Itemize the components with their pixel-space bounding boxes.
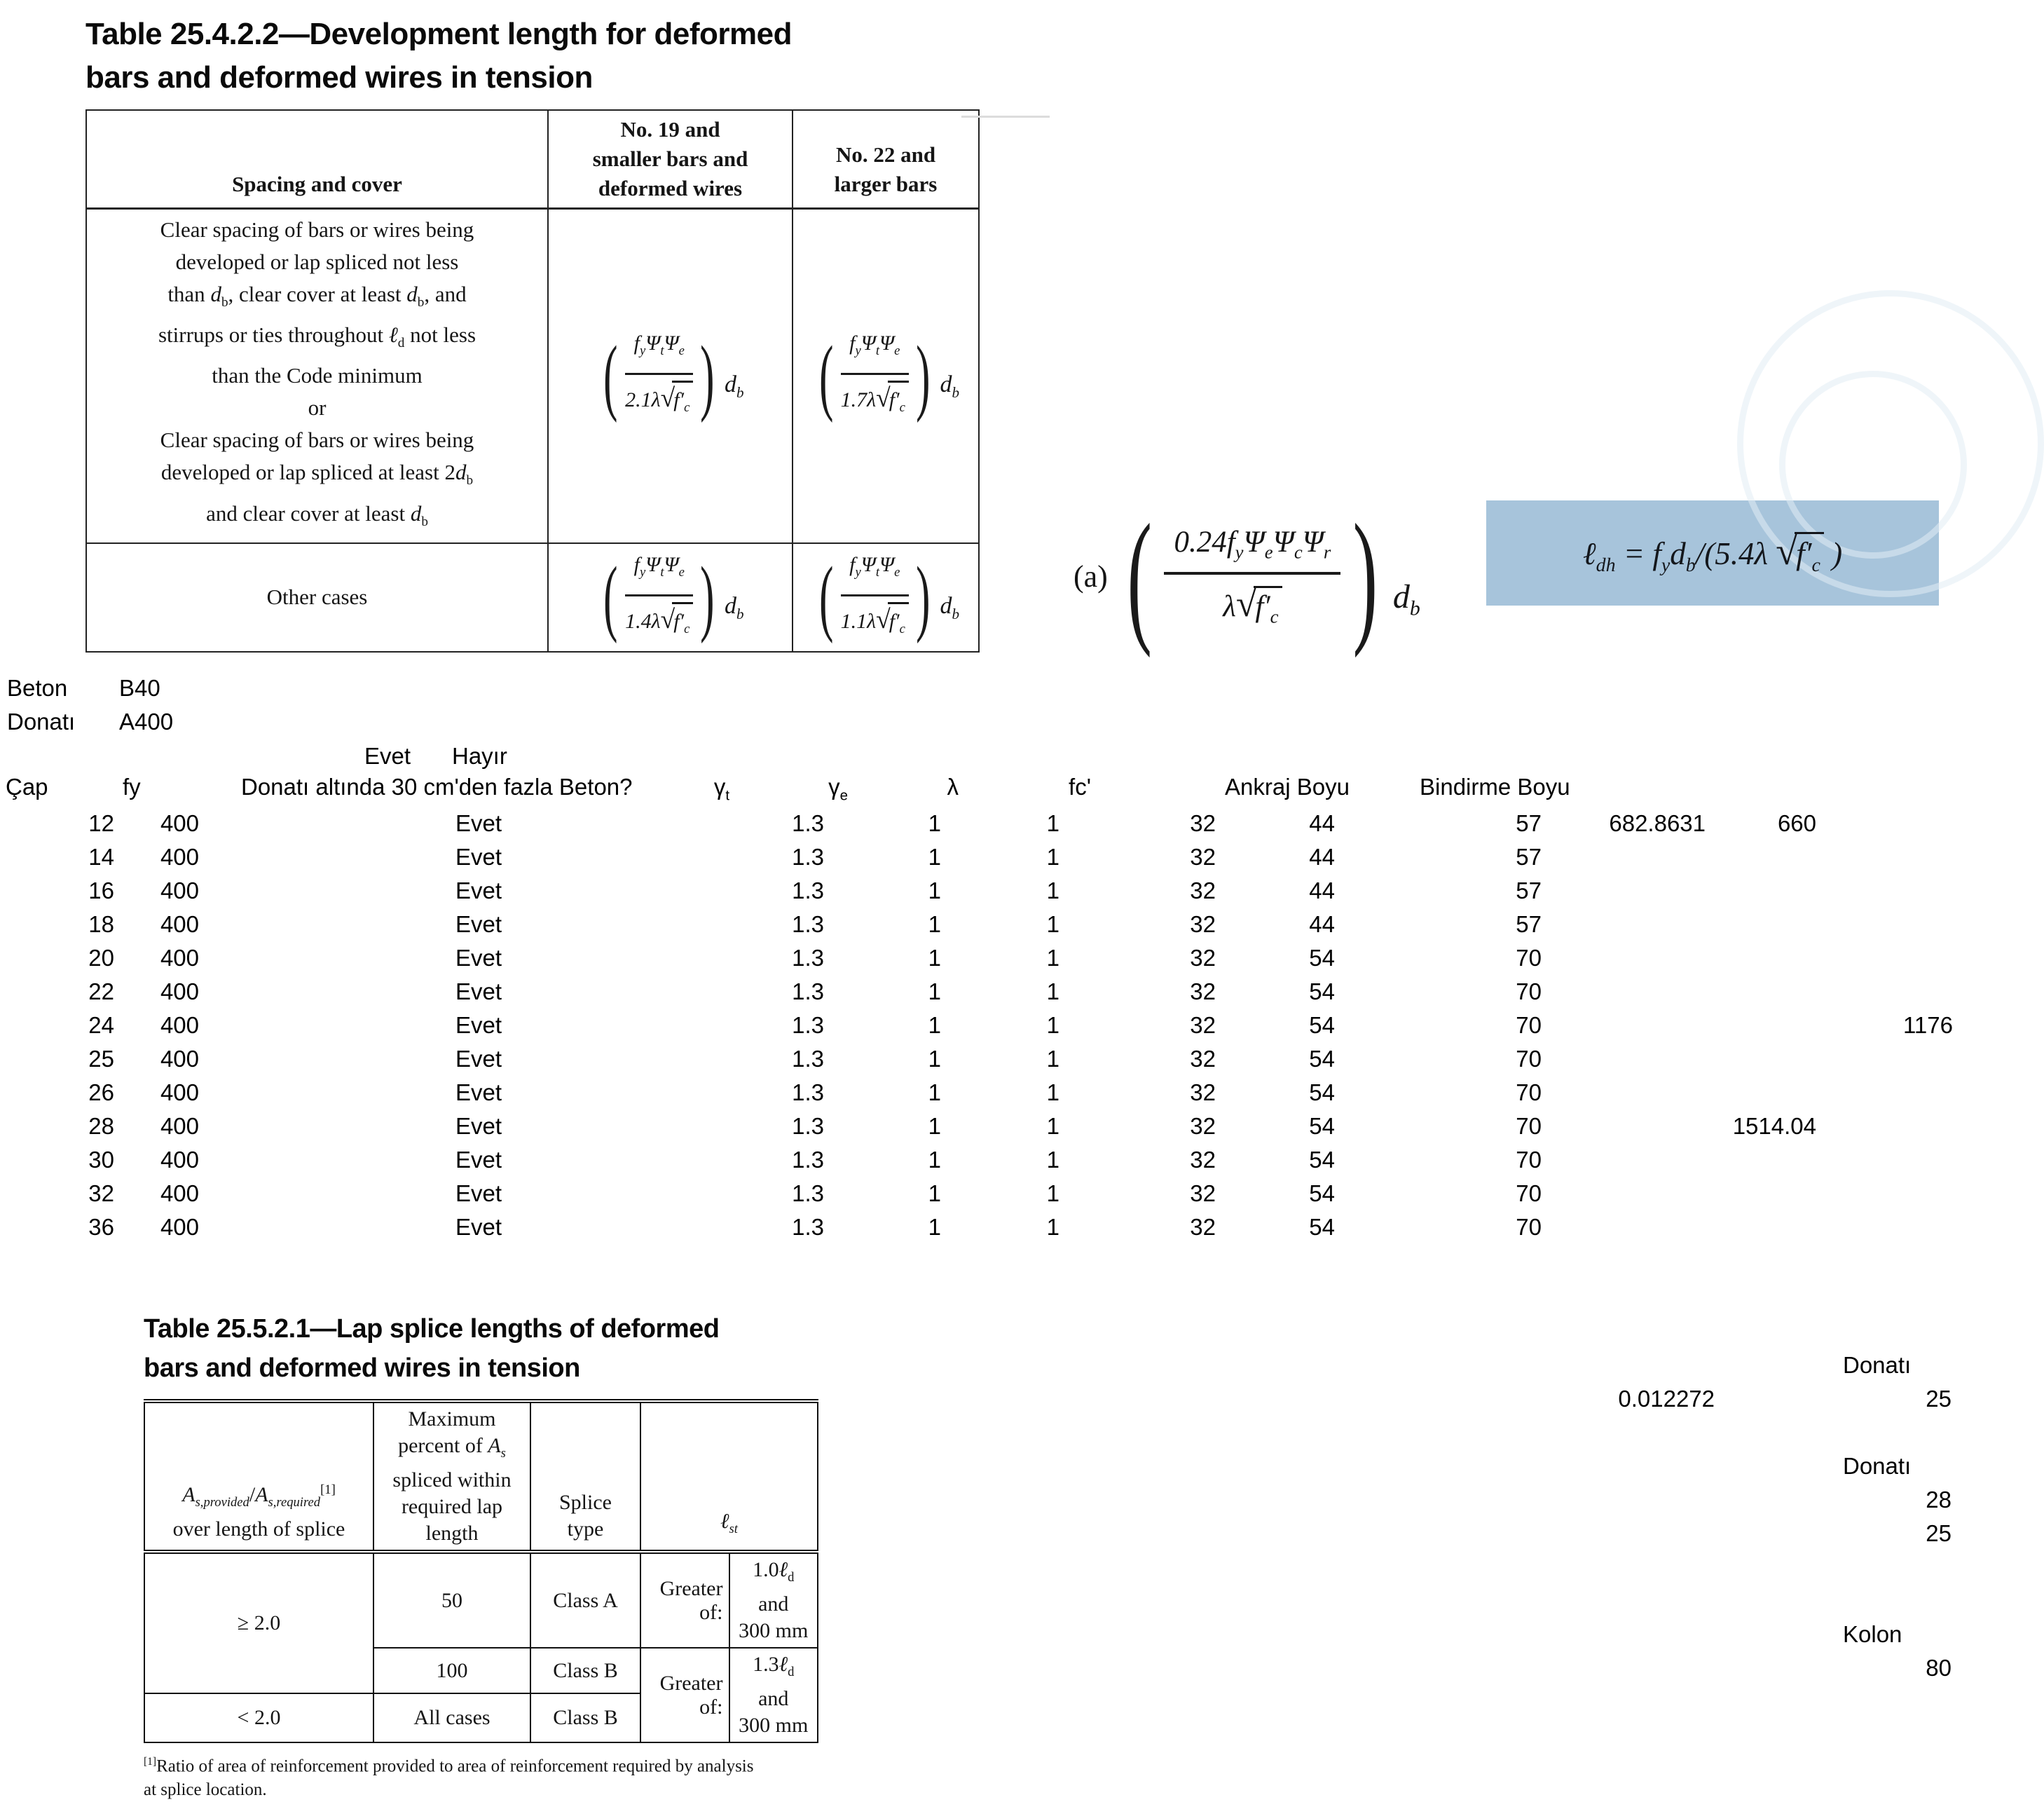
header-gamma-e[interactable]: $\gamma_e$	[828, 774, 848, 804]
cell-ankraj-boyu[interactable]: 54	[1309, 1046, 1335, 1072]
cell-gamma-t[interactable]: 1.3	[792, 810, 824, 836]
cell-gamma-t[interactable]: 1.3	[792, 1046, 824, 1072]
cell-fy[interactable]: 400	[160, 911, 199, 937]
choice-hayir-cell[interactable]: Hayır	[452, 743, 507, 769]
aci-table-25521-title: Table 25.5.2.1—Lap splice lengths of deformed bars and deformed wires in tension	[144, 1314, 720, 1383]
cell-fc[interactable]: 32	[1190, 1012, 1216, 1038]
table-row	[0, 1113, 1953, 1147]
table-row	[0, 911, 1953, 945]
side-donati-b-d2[interactable]: 25	[1926, 1520, 1952, 1546]
cell-fc[interactable]: 32	[1190, 978, 1216, 1004]
table-row	[0, 1012, 1953, 1046]
cell-beton-question[interactable]: Evet	[455, 1214, 502, 1240]
cell-fc[interactable]: 32	[1190, 1214, 1216, 1240]
cell-bindirme-boyu[interactable]: 57	[1516, 810, 1542, 836]
cell-gamma-e[interactable]: 1	[928, 810, 941, 836]
cell-gamma-e[interactable]: 1	[928, 1079, 941, 1105]
cell-gamma-t[interactable]: 1.3	[792, 1113, 824, 1139]
cell-cap[interactable]: 20	[88, 945, 114, 971]
cell-ankraj-boyu[interactable]: 44	[1309, 911, 1335, 937]
cell-cap[interactable]: 18	[88, 911, 114, 937]
table-row	[0, 1079, 1953, 1113]
cell-beton-question[interactable]: Evet	[455, 1046, 502, 1072]
cell-fy[interactable]: 400	[160, 1214, 199, 1240]
header-max-percent: Maximum percent of $A_s$ spliced within required lap length	[373, 1401, 530, 1552]
cell-extra-2[interactable]: 1514.04	[1732, 1113, 1816, 1139]
cell-lambda[interactable]: 1	[1046, 911, 1059, 937]
side-donati-b-d1[interactable]: 28	[1926, 1487, 1952, 1513]
cell-ankraj-boyu[interactable]: 54	[1309, 978, 1335, 1004]
header-bindirme-boyu[interactable]: Bindirme Boyu	[1420, 774, 1570, 800]
cell-class-a: Class A	[530, 1552, 640, 1648]
cell-gamma-t[interactable]: 1.3	[792, 844, 824, 870]
header-as-ratio: $A_{s,provided}/A_{s,required}[1]$ over length of splice	[144, 1401, 373, 1552]
cell-gamma-e[interactable]: 1	[928, 1214, 941, 1240]
cell-fy[interactable]: 400	[160, 1180, 199, 1206]
cell-beton-question[interactable]: Evet	[455, 1012, 502, 1038]
cell-cap[interactable]: 30	[88, 1147, 114, 1173]
table-row	[0, 945, 1953, 978]
cell-beton-question[interactable]: Evet	[455, 878, 502, 903]
cell-gamma-e[interactable]: 1	[928, 1147, 941, 1173]
cell-gamma-e[interactable]: 1	[928, 1012, 941, 1038]
cell-val-1p0ld: 1.0ℓ$_d$ and 300 mm	[729, 1552, 818, 1648]
cell-extra-1[interactable]: 682.8631	[1609, 810, 1706, 836]
cell-ankraj-boyu[interactable]: 44	[1309, 844, 1335, 870]
cell-gamma-e[interactable]: 1	[928, 945, 941, 971]
cell-ankraj-boyu[interactable]: 54	[1309, 1113, 1335, 1139]
cell-pct-100: 100	[373, 1648, 530, 1693]
cell-bindirme-boyu[interactable]: 70	[1516, 1046, 1542, 1072]
cell-cap[interactable]: 22	[88, 978, 114, 1004]
cell-gamma-e[interactable]: 1	[928, 1046, 941, 1072]
cell-fc[interactable]: 32	[1190, 1046, 1216, 1072]
cell-fc[interactable]: 32	[1190, 945, 1216, 971]
cell-fc[interactable]: 32	[1190, 878, 1216, 903]
formula-ld-2p1: ( $\frac{f_y\Psi_t\Psi_e}{2.1\lambda√f'_c}$ ) $d_b$	[548, 209, 793, 543]
cell-lambda[interactable]: 1	[1046, 978, 1059, 1004]
cell-pct-50: 50	[373, 1552, 530, 1648]
faint-divider-line	[961, 116, 1050, 118]
left-paren	[1127, 517, 1151, 636]
cell-beton-question[interactable]: Evet	[455, 1180, 502, 1206]
cell-fy[interactable]: 400	[160, 844, 199, 870]
cell-lambda[interactable]: 1	[1046, 945, 1059, 971]
table-row	[0, 978, 1953, 1012]
cell-class-b1: Class B	[530, 1648, 640, 1693]
cell-cap[interactable]: 26	[88, 1079, 114, 1105]
cell-gamma-e[interactable]: 1	[928, 1113, 941, 1139]
cell-beton-question[interactable]: Evet	[455, 810, 502, 836]
side-kolon-label[interactable]: Kolon	[1843, 1621, 1902, 1647]
beton-label-cell[interactable]: Beton	[7, 675, 68, 701]
cell-gamma-t[interactable]: 1.3	[792, 911, 824, 937]
cell-ankraj-boyu[interactable]: 44	[1309, 878, 1335, 903]
cell-bindirme-boyu[interactable]: 70	[1516, 945, 1542, 971]
cell-gamma-t[interactable]: 1.3	[792, 978, 824, 1004]
header-cap[interactable]: Çap	[6, 774, 48, 800]
cell-bindirme-boyu[interactable]: 70	[1516, 1079, 1542, 1105]
cell-cap[interactable]: 36	[88, 1214, 114, 1240]
cell-all-cases: All cases	[373, 1693, 530, 1742]
header-spacing-and-cover: Spacing and cover	[86, 110, 548, 209]
cell-fc[interactable]: 32	[1190, 911, 1216, 937]
cell-greater-of-1: Greater of:	[640, 1552, 729, 1648]
cell-fy[interactable]: 400	[160, 1147, 199, 1173]
cell-fy[interactable]: 400	[160, 878, 199, 903]
case-other-cases: Other cases	[86, 543, 548, 652]
cell-bindirme-boyu[interactable]: 57	[1516, 844, 1542, 870]
cell-cap[interactable]: 28	[88, 1113, 114, 1139]
table-row	[0, 1180, 1953, 1214]
cell-beton-question[interactable]: Evet	[455, 945, 502, 971]
cell-fy[interactable]: 400	[160, 1046, 199, 1072]
header-no22-larger: No. 22 and larger bars	[793, 110, 979, 209]
cell-beton-question[interactable]: Evet	[455, 1113, 502, 1139]
cell-bindirme-boyu[interactable]: 70	[1516, 1180, 1542, 1206]
cell-fc[interactable]: 32	[1190, 1180, 1216, 1206]
cell-ankraj-boyu[interactable]: 54	[1309, 1147, 1335, 1173]
cell-beton-question[interactable]: Evet	[455, 844, 502, 870]
cell-greater-of-2: Greater of:	[640, 1648, 729, 1742]
left-paren	[819, 340, 833, 413]
cell-bindirme-boyu[interactable]: 70	[1516, 1214, 1542, 1240]
cell-extra-2[interactable]: 660	[1777, 810, 1816, 836]
cell-cap[interactable]: 14	[88, 844, 114, 870]
cell-beton-question[interactable]: Evet	[455, 978, 502, 1004]
cell-lambda[interactable]: 1	[1046, 1180, 1059, 1206]
table-row	[0, 844, 1953, 878]
formula-ld-1p4: ( $\frac{f_y\Psi_t\Psi_e}{1.4\lambda√f'_c}$ ) $d_b$	[548, 543, 793, 652]
side-donati-a-size[interactable]: 25	[1926, 1386, 1952, 1412]
left-paren	[604, 561, 618, 634]
cell-ankraj-boyu[interactable]: 54	[1309, 1079, 1335, 1105]
cell-class-b2: Class B	[530, 1693, 640, 1742]
table-row	[0, 810, 1953, 844]
header-lst: ℓ$_{st}$	[640, 1401, 818, 1552]
formula-ld-1p7: ( $\frac{f_y\Psi_t\Psi_e}{1.7\lambda√f'_c}$ ) $d_b$	[793, 209, 979, 543]
cell-gamma-t[interactable]: 1.3	[792, 1180, 824, 1206]
cell-lambda[interactable]: 1	[1046, 1147, 1059, 1173]
header-fc[interactable]: fc'	[1069, 774, 1091, 800]
cell-fc[interactable]: 32	[1190, 1079, 1216, 1105]
cell-ankraj-boyu[interactable]: 54	[1309, 1012, 1335, 1038]
formula-a-image[interactable]: (a) ( $\frac{0.24f_y\Psi_e\Psi_c\Psi_r}{\lambda√f'_c}$ ) $d_b$	[1074, 491, 1420, 662]
cell-fc[interactable]: 32	[1190, 810, 1216, 836]
cell-gamma-t[interactable]: 1.3	[792, 1012, 824, 1038]
cell-lambda[interactable]: 1	[1046, 810, 1059, 836]
aci-table-25422-title: Table 25.4.2.2—Development length for deformed bars and deformed wires in tension	[85, 17, 792, 95]
cell-fy[interactable]: 400	[160, 810, 199, 836]
cell-bindirme-boyu[interactable]: 70	[1516, 1147, 1542, 1173]
aci-table-25422-grid	[85, 109, 980, 653]
donati-value-cell[interactable]: A400	[119, 709, 174, 735]
left-paren	[819, 561, 833, 634]
table-row	[0, 878, 1953, 911]
donati-label-cell[interactable]: Donatı	[7, 709, 76, 735]
cell-beton-question[interactable]: Evet	[455, 1147, 502, 1173]
cell-fc[interactable]: 32	[1190, 1147, 1216, 1173]
cell-gamma-t[interactable]: 1.3	[792, 878, 824, 903]
cell-val-1p3ld: 1.3ℓ$_d$ and 300 mm	[729, 1648, 818, 1742]
cell-cap[interactable]: 32	[88, 1180, 114, 1206]
right-paren	[916, 561, 930, 634]
aci-table-25521-image[interactable]	[144, 1309, 834, 1802]
aci-table-25422-image[interactable]	[85, 13, 960, 653]
cell-ankraj-boyu[interactable]: 54	[1309, 1214, 1335, 1240]
choice-evet-cell[interactable]: Evet	[364, 743, 411, 769]
case-clear-spacing-text: Clear spacing of bars or wires being developed or lap spliced not less than $d_b$, clear cover at least $d_b$, and stirrups or ties throughout ℓ$_d$ not less than the Code minimum or Clear spacing of bars or wires being developed or lap spliced at least $2d_b$ and clear cover at least $d_b$	[86, 209, 548, 543]
table-row	[0, 1147, 1953, 1180]
formula-ld-1p1: ( $\frac{f_y\Psi_t\Psi_e}{1.1\lambda√f'_c}$ ) $d_b$	[793, 543, 979, 652]
hook-development-formula: ℓ$_{dh}$ = $f_yd_b/(5.4\lambda$ $√f'_c$ )	[1582, 530, 1843, 576]
cell-cap[interactable]: 24	[88, 1012, 114, 1038]
cell-lambda[interactable]: 1	[1046, 1214, 1059, 1240]
cell-gamma-t[interactable]: 1.3	[792, 1214, 824, 1240]
side-kolon-value[interactable]: 80	[1926, 1655, 1952, 1681]
cell-fy[interactable]: 400	[160, 1079, 199, 1105]
right-paren	[1353, 517, 1378, 636]
cell-bindirme-boyu[interactable]: 70	[1516, 1113, 1542, 1139]
cell-fc[interactable]: 32	[1190, 844, 1216, 870]
table-row	[0, 1046, 1953, 1079]
cell-gamma-t[interactable]: 1.3	[792, 1147, 824, 1173]
cell-fy[interactable]: 400	[160, 978, 199, 1004]
cell-fy[interactable]: 400	[160, 1113, 199, 1139]
header-splice-type: Splice type	[530, 1401, 640, 1552]
cell-gamma-e[interactable]: 1	[928, 1180, 941, 1206]
cell-lambda[interactable]: 1	[1046, 1012, 1059, 1038]
cell-cap[interactable]: 12	[88, 810, 114, 836]
cell-gamma-t[interactable]: 1.3	[792, 1079, 824, 1105]
cell-extra-3[interactable]: 1176	[1903, 1012, 1953, 1038]
data-grid	[0, 810, 1953, 1248]
cell-gamma-e[interactable]: 1	[928, 911, 941, 937]
cell-lambda[interactable]: 1	[1046, 844, 1059, 870]
cell-fc[interactable]: 32	[1190, 1113, 1216, 1139]
cell-gamma-t[interactable]: 1.3	[792, 945, 824, 971]
cell-ankraj-boyu[interactable]: 44	[1309, 810, 1335, 836]
cell-bindirme-boyu[interactable]: 57	[1516, 878, 1542, 903]
header-lambda[interactable]: λ	[947, 774, 959, 800]
cell-ankraj-boyu[interactable]: 54	[1309, 945, 1335, 971]
table-row	[0, 1214, 1953, 1248]
right-paren	[701, 340, 715, 413]
cell-fy[interactable]: 400	[160, 945, 199, 971]
header-no19-smaller: No. 19 and smaller bars and deformed wires	[548, 110, 793, 209]
cell-gamma-e[interactable]: 1	[928, 844, 941, 870]
cell-beton-question[interactable]: Evet	[455, 911, 502, 937]
right-paren	[916, 340, 930, 413]
cell-cap[interactable]: 25	[88, 1046, 114, 1072]
header-ankraj-boyu[interactable]: Ankraj Boyu	[1225, 774, 1350, 800]
cell-bindirme-boyu[interactable]: 70	[1516, 978, 1542, 1004]
beton-value-cell[interactable]: B40	[119, 675, 160, 701]
formula-a-label: (a)	[1074, 559, 1108, 594]
highlighted-formula-box[interactable]	[1486, 500, 1939, 606]
aci-table-25521-grid	[144, 1399, 818, 1743]
cell-lambda[interactable]: 1	[1046, 1046, 1059, 1072]
column-header-row	[0, 774, 1953, 807]
cell-fy[interactable]: 400	[160, 1012, 199, 1038]
cell-ratio-ge-2: ≥ 2.0	[144, 1552, 373, 1693]
cell-cap[interactable]: 16	[88, 878, 114, 903]
cell-gamma-e[interactable]: 1	[928, 878, 941, 903]
cell-gamma-e[interactable]: 1	[928, 978, 941, 1004]
side-as-ratio-value[interactable]: 0.012272	[1618, 1386, 1715, 1412]
cell-lambda[interactable]: 1	[1046, 878, 1059, 903]
header-fy[interactable]: fy	[123, 774, 141, 800]
side-donati-a-label[interactable]: Donatı	[1843, 1352, 1912, 1378]
left-paren	[604, 340, 618, 413]
cell-bindirme-boyu[interactable]: 57	[1516, 911, 1542, 937]
cell-ankraj-boyu[interactable]: 54	[1309, 1180, 1335, 1206]
right-paren	[701, 561, 715, 634]
cell-ratio-lt-2: < 2.0	[144, 1693, 373, 1742]
cell-lambda[interactable]: 1	[1046, 1079, 1059, 1105]
side-donati-b-label[interactable]: Donatı	[1843, 1453, 1912, 1479]
table-footnote: [1]Ratio of area of reinforcement provided to area of reinforcement required by analysis at splice location.	[144, 1756, 754, 1800]
cell-bindirme-boyu[interactable]: 70	[1516, 1012, 1542, 1038]
header-gamma-t[interactable]: $\gamma_t$	[713, 774, 729, 804]
cell-lambda[interactable]: 1	[1046, 1113, 1059, 1139]
header-beton-question[interactable]: Donatı altında 30 cm'den fazla Beton?	[241, 774, 633, 800]
cell-beton-question[interactable]: Evet	[455, 1079, 502, 1105]
